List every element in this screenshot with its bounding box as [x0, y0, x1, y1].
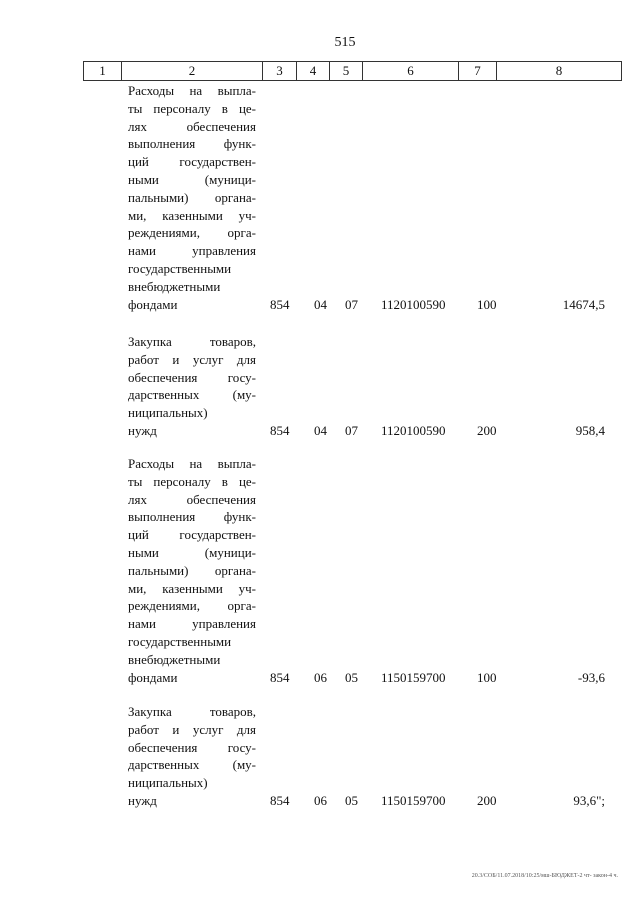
description-line: выполнения функ-	[128, 509, 256, 525]
target-article-code: 1120100590	[381, 296, 446, 312]
grbs-code: 854	[270, 423, 290, 438]
row-description	[128, 455, 256, 686]
subsection-code: 07	[345, 423, 358, 438]
description-line: ными (муници-	[128, 544, 256, 560]
column-header-3: 3	[263, 62, 297, 81]
amount-value: 14674,5	[562, 296, 605, 312]
column-header-4: 4	[297, 62, 330, 81]
expense-type-code: 100	[477, 296, 497, 312]
description-line: выполнения функ-	[128, 136, 256, 152]
target-article-code: 1150159700	[381, 669, 446, 685]
description-line: ций государствен-	[128, 527, 256, 543]
section-code: 06	[314, 669, 327, 685]
description-line: лях обеспечения	[128, 118, 256, 134]
section-code: 04	[314, 423, 327, 438]
grbs-code: 854	[270, 793, 290, 808]
description-line: Закупка товаров,	[128, 704, 256, 719]
row-description	[128, 82, 256, 313]
description-line: обеспечения госу-	[128, 739, 256, 755]
description-line: обеспечения госу-	[128, 369, 256, 385]
subsection-code: 05	[345, 793, 358, 808]
description-line: ными (муници-	[128, 171, 256, 187]
section-code: 06	[314, 793, 327, 808]
row-description	[128, 333, 256, 440]
column-header-2: 2	[122, 62, 263, 81]
expense-type-code: 100	[477, 669, 497, 685]
column-header-6: 6	[363, 62, 459, 81]
amount-value: -93,6	[577, 669, 605, 685]
target-article-code: 1150159700	[381, 793, 446, 808]
description-line: дарственных (му-	[128, 387, 256, 403]
description-line: Расходы на выпла-	[128, 456, 256, 471]
description-line: государственными	[128, 260, 232, 276]
description-line: лях обеспечения	[128, 491, 256, 507]
description-line: нами управления	[128, 243, 256, 259]
description-line: нами управления	[128, 616, 256, 632]
section-code: 04	[314, 296, 327, 312]
description-line: ниципальных)	[128, 775, 208, 791]
description-line: работ и услуг для	[128, 351, 256, 367]
description-line: внебюджетными	[128, 278, 221, 294]
page-number: 515	[334, 35, 356, 50]
description-line: ми, казенными уч-	[128, 207, 256, 223]
grbs-code: 854	[270, 669, 290, 685]
expense-type-code: 200	[477, 423, 497, 438]
description-line: пальными) органа-	[128, 562, 256, 578]
description-line: нужд	[128, 792, 157, 808]
description-line: работ и услуг для	[128, 721, 256, 737]
description-line: ты персоналу в це-	[128, 100, 256, 116]
expense-type-code: 200	[477, 793, 497, 808]
description-line: фондами	[128, 669, 178, 685]
column-header-5: 5	[330, 62, 363, 81]
column-header-8: 8	[497, 62, 622, 81]
description-line: пальными) органа-	[128, 189, 256, 205]
subsection-code: 05	[345, 669, 358, 685]
description-line: государственными	[128, 633, 232, 649]
description-line: ты персоналу в це-	[128, 473, 256, 489]
column-header-1: 1	[84, 62, 122, 81]
description-line: ми, казенными уч-	[128, 580, 256, 596]
description-line: реждениями, орга-	[128, 225, 256, 241]
subsection-code: 07	[345, 296, 358, 312]
amount-value: 93,6";	[573, 793, 605, 808]
document-footer: 20.3/СОБ/11.07.2018/10:25/мш-БЮДЖЕТ-2 чт- закон-4 ч.	[471, 873, 618, 879]
description-line: Закупка товаров,	[128, 334, 256, 349]
column-header-7: 7	[459, 62, 497, 81]
description-line: ниципальных)	[128, 405, 208, 421]
column-header-table	[83, 61, 622, 81]
description-line: ций государствен-	[128, 154, 256, 170]
description-line: дарственных (му-	[128, 757, 256, 773]
target-article-code: 1120100590	[381, 423, 446, 438]
description-line: внебюджетными	[128, 651, 221, 667]
description-line: реждениями, орга-	[128, 598, 256, 614]
row-description	[128, 703, 256, 810]
description-line: нужд	[128, 422, 157, 438]
grbs-code: 854	[270, 296, 290, 312]
description-line: Расходы на выпла-	[128, 83, 256, 98]
description-line: фондами	[128, 296, 178, 312]
amount-value: 958,4	[575, 423, 605, 438]
